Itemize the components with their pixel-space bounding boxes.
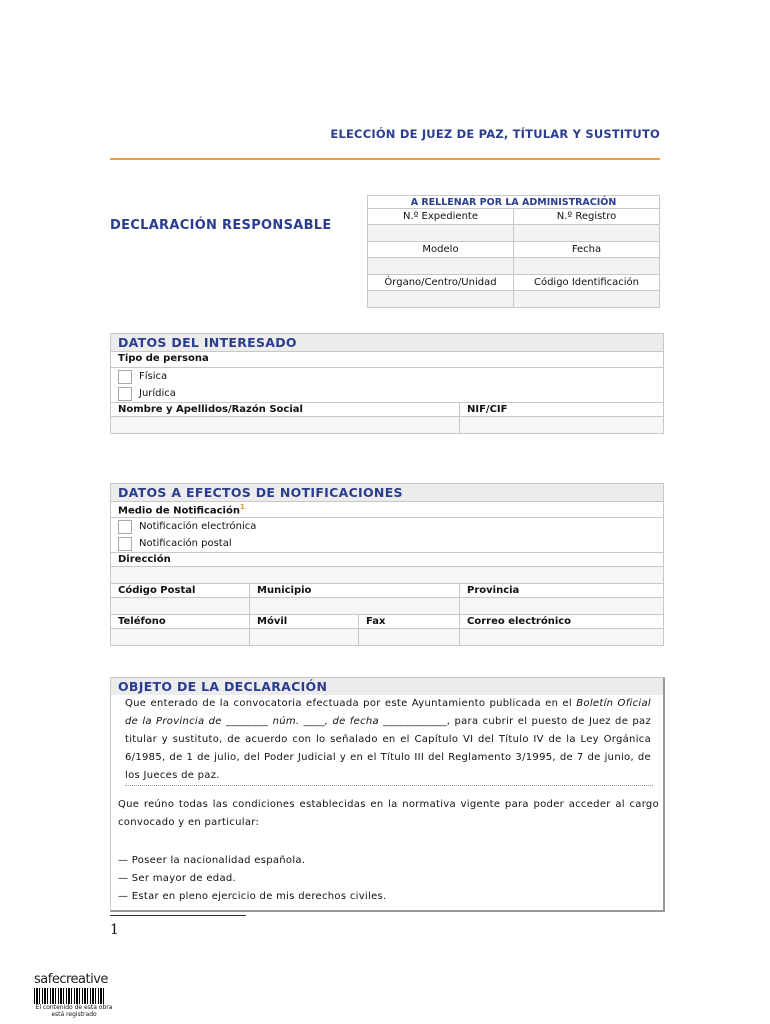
requirement-item: — Poseer la nacionalidad española.	[118, 855, 306, 866]
label-expediente: N.º Expediente	[368, 209, 514, 225]
option-fisica-label: Física	[139, 371, 168, 382]
footnote-rule	[110, 915, 246, 916]
nombre-label: Nombre y Apellidos/Razón Social	[111, 403, 460, 416]
nombre-field[interactable]	[111, 417, 460, 433]
medio-label	[111, 502, 663, 517]
field-codigo[interactable]	[514, 291, 660, 308]
label-registro: N.º Registro	[514, 209, 660, 225]
correo-label: Correo electrónico	[467, 616, 572, 627]
interesado-heading: DATOS DEL INTERESADO	[111, 334, 663, 352]
option-juridica[interactable]	[111, 385, 663, 402]
provincia-field[interactable]	[460, 598, 663, 614]
barcode-icon	[34, 988, 104, 1004]
p1-text-c: , para cubrir el puesto de Juez de paz titular y sustituto, de acuerdo con lo señalado en el Capítulo VI del Título IV de la Ley Orgánica 6/1985, de 1 de julio, del Poder Judicial y en el Título III del Reglamento 3/1995, de 7 de junio, de los Jueces de paz.	[125, 716, 652, 781]
p1-text-b: Boletín Oficial de la Provincia de ________ núm. ____, de fecha ____________	[125, 698, 651, 727]
tipo-persona-label: Tipo de persona	[118, 353, 209, 364]
cp-label: Código Postal	[111, 584, 250, 597]
medio-label-text: Medio de Notificación	[118, 505, 240, 517]
label-codigo: Código Identificación	[514, 275, 660, 291]
checkbox-fisica[interactable]	[118, 370, 132, 384]
notificaciones-heading: DATOS A EFECTOS DE NOTIFICACIONES	[111, 484, 663, 502]
checkbox-electronica[interactable]	[118, 520, 132, 534]
safecreative-stamp	[34, 972, 114, 1018]
correo-field[interactable]	[460, 629, 663, 645]
option-postal-label: Notificación postal	[139, 538, 232, 549]
option-juridica-label: Jurídica	[139, 388, 176, 399]
option-fisica[interactable]	[111, 368, 663, 385]
option-electronica[interactable]	[111, 518, 663, 535]
field-modelo[interactable]	[368, 258, 514, 275]
municipio-field[interactable]	[250, 598, 460, 614]
fax-label: Fax	[359, 615, 460, 628]
page-number: 1	[110, 922, 119, 938]
direccion-label: Dirección	[118, 554, 171, 565]
document-title: ELECCIÓN DE JUEZ DE PAZ, TÍTULAR Y SUSTITUTO	[330, 127, 660, 141]
field-expediente[interactable]	[368, 225, 514, 242]
nif-label: NIF/CIF	[467, 404, 508, 415]
field-registro[interactable]	[514, 225, 660, 242]
declaration-title: DECLARACIÓN RESPONSABLE	[110, 218, 332, 233]
option-electronica-label: Notificación electrónica	[139, 521, 257, 532]
direccion-field[interactable]	[111, 567, 663, 583]
label-organo: Órgano/Centro/Unidad	[368, 275, 514, 291]
objeto-heading: OBJETO DE LA DECLARACIÓN	[111, 678, 663, 695]
label-modelo: Modelo	[368, 242, 514, 258]
p1-text-a: Que enterado de la convocatoria efectuada por este Ayuntamiento publicada en el	[125, 698, 577, 709]
field-fecha[interactable]	[514, 258, 660, 275]
field-organo[interactable]	[368, 291, 514, 308]
telefono-field[interactable]	[111, 629, 250, 645]
section-objeto	[110, 677, 665, 912]
movil-label: Móvil	[250, 615, 359, 628]
safecreative-logo: safecreative	[34, 972, 108, 987]
option-postal[interactable]	[111, 535, 663, 552]
cp-field[interactable]	[111, 598, 250, 614]
title-divider	[110, 158, 660, 160]
requirement-item: — Ser mayor de edad.	[118, 873, 236, 884]
checkbox-postal[interactable]	[118, 537, 132, 551]
checkbox-juridica[interactable]	[118, 387, 132, 401]
nif-field[interactable]	[460, 417, 663, 433]
municipio-label: Municipio	[250, 584, 460, 597]
section-notificaciones	[110, 483, 664, 646]
safecreative-text: El contenido de esta obra está registrado	[35, 1004, 113, 1018]
provincia-label: Provincia	[467, 585, 520, 596]
objeto-paragraph-1	[111, 695, 663, 785]
section-interesado	[110, 333, 664, 434]
objeto-paragraph-2: Que reúno todas las condiciones establecidas en la normativa vigente para poder acceder al cargo convocado y en particular:	[118, 799, 659, 828]
fax-field[interactable]	[359, 629, 460, 645]
admin-heading: A RELLENAR POR LA ADMINISTRACIÓN	[368, 196, 660, 209]
label-fecha: Fecha	[514, 242, 660, 258]
movil-field[interactable]	[250, 629, 359, 645]
footnote-marker: 1	[239, 503, 245, 511]
telefono-label: Teléfono	[111, 615, 250, 628]
admin-box	[367, 195, 660, 308]
requirement-item: — Estar en pleno ejercicio de mis derechos civiles.	[118, 891, 387, 902]
